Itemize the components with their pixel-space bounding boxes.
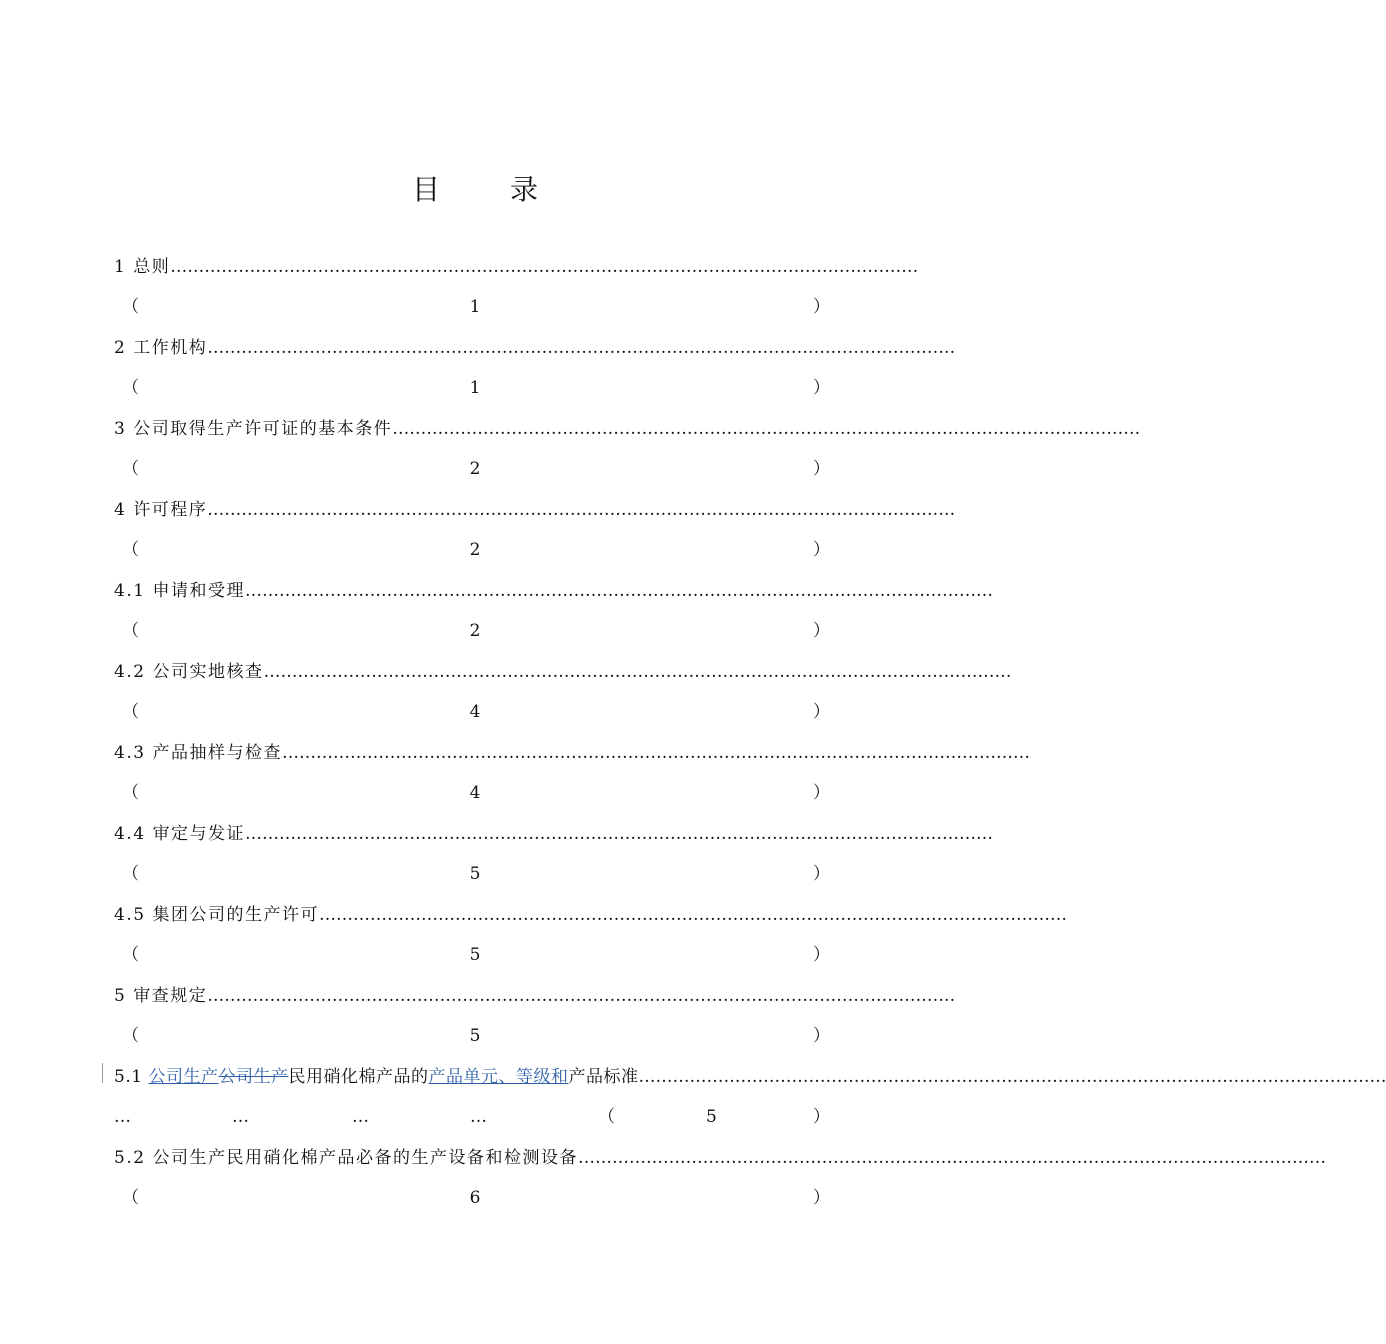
toc-entry-label: 4 许可程序 xyxy=(114,500,208,520)
toc-leader: …………………………………………………………………………………………………………………… xyxy=(281,743,1030,763)
toc-page-number: 4 xyxy=(469,702,481,722)
paren-close: ） xyxy=(813,1026,830,1046)
toc-leader-fragment: … xyxy=(232,1107,249,1127)
toc-entry[interactable] xyxy=(114,979,956,1060)
toc-entry[interactable] xyxy=(114,493,956,574)
title-char-2: 录 xyxy=(510,173,539,206)
paren-close: ） xyxy=(813,459,830,479)
toc-entry[interactable] xyxy=(114,817,993,898)
paren-open: （ xyxy=(122,783,139,803)
paren-open: （ xyxy=(122,864,139,884)
toc-page-number: 6 xyxy=(469,1188,481,1208)
toc-entry[interactable] xyxy=(114,898,1067,979)
toc-page-number: 5 xyxy=(469,1026,481,1046)
tracked-insertion: 公司生产 xyxy=(148,1067,219,1087)
paren-open: （ xyxy=(122,378,139,398)
paren-close: ） xyxy=(813,945,830,965)
toc-entry[interactable] xyxy=(114,574,993,655)
paren-open: （ xyxy=(122,459,139,479)
toc-leader: …………………………………………………………………………………………………………………… xyxy=(318,905,1067,925)
toc-leader-fragment: … xyxy=(470,1107,487,1127)
toc-page-number: 2 xyxy=(469,621,481,641)
paren-open: （ xyxy=(122,945,139,965)
table-of-contents xyxy=(114,250,1386,1222)
paren-close: ） xyxy=(813,1107,830,1127)
toc-entry-revised[interactable] xyxy=(114,1060,1386,1141)
toc-entry-label: 2 工作机构 xyxy=(114,338,208,358)
toc-entry[interactable] xyxy=(114,655,1012,736)
toc-leader: …………………………………………………………………………………………………………………… xyxy=(207,338,956,358)
toc-leader: …………………………………………………………………………………………………………………… xyxy=(244,581,993,601)
toc-leader: …………………………………………………………………………………………………………………… xyxy=(638,1067,1386,1087)
toc-leader: …………………………………………………………………………………………………………………… xyxy=(207,986,956,1006)
paren-close: ） xyxy=(813,864,830,884)
paren-close: ） xyxy=(813,783,830,803)
page-title xyxy=(0,168,950,208)
toc-page-number: 1 xyxy=(469,297,481,317)
toc-leader: …………………………………………………………………………………………………………………… xyxy=(207,500,956,520)
toc-leader-fragment: … xyxy=(352,1107,369,1127)
toc-entry[interactable] xyxy=(114,250,919,331)
toc-entry-text: 产品标准 xyxy=(568,1067,639,1087)
paren-open: （ xyxy=(598,1107,615,1127)
title-char-1: 目 xyxy=(411,173,440,206)
paren-open: （ xyxy=(122,1188,139,1208)
toc-entry[interactable] xyxy=(114,736,1030,817)
toc-entry-label: 5 审查规定 xyxy=(114,986,208,1006)
paren-close: ） xyxy=(813,1188,830,1208)
toc-entry-label: 4.5 集团公司的生产许可 xyxy=(114,905,319,925)
toc-leader: …………………………………………………………………………………………………………………… xyxy=(577,1148,1326,1168)
toc-entry-number: 5.1 xyxy=(114,1067,149,1087)
toc-leader: …………………………………………………………………………………………………………………… xyxy=(263,662,1012,682)
toc-entry-label: 1 总则 xyxy=(114,257,171,277)
paren-close: ） xyxy=(813,297,830,317)
toc-leader: …………………………………………………………………………………………………………………… xyxy=(392,419,1141,439)
toc-page-number: 2 xyxy=(469,459,481,479)
tracked-insertion: 产品单元、等级和 xyxy=(428,1067,569,1087)
toc-entry[interactable] xyxy=(114,1141,1326,1222)
toc-page-number: 5 xyxy=(469,945,481,965)
paren-close: ） xyxy=(813,378,830,398)
paren-open: （ xyxy=(122,702,139,722)
toc-entry[interactable] xyxy=(114,331,956,412)
paren-close: ） xyxy=(813,540,830,560)
toc-entry-label: 4.2 公司实地核查 xyxy=(114,662,264,682)
paren-open: （ xyxy=(122,621,139,641)
toc-entry-label: 5.2 公司生产民用硝化棉产品必备的生产设备和检测设备 xyxy=(114,1148,578,1168)
paren-open: （ xyxy=(122,1026,139,1046)
toc-page-number: 5 xyxy=(469,864,481,884)
toc-page-number: 4 xyxy=(469,783,481,803)
toc-page-number: 1 xyxy=(469,378,481,398)
toc-leader: …………………………………………………………………………………………………………………… xyxy=(170,257,919,277)
revision-bar xyxy=(102,1063,103,1083)
paren-open: （ xyxy=(122,297,139,317)
toc-entry-label: 4.3 产品抽样与检查 xyxy=(114,743,282,763)
toc-page-number: 5 xyxy=(706,1107,717,1127)
paren-close: ） xyxy=(813,621,830,641)
toc-entry-label: 3 公司取得生产许可证的基本条件 xyxy=(114,419,393,439)
paren-open: （ xyxy=(122,540,139,560)
toc-entry-label: 4.4 审定与发证 xyxy=(114,824,245,844)
toc-entry-label: 4.1 申请和受理 xyxy=(114,581,245,601)
toc-entry-text: 民用硝化棉产品的 xyxy=(288,1067,429,1087)
toc-entry[interactable] xyxy=(114,412,1141,493)
toc-leader: …………………………………………………………………………………………………………………… xyxy=(244,824,993,844)
paren-close: ） xyxy=(813,702,830,722)
toc-page-number: 2 xyxy=(469,540,481,560)
toc-leader-fragment: … xyxy=(114,1107,131,1127)
tracked-deletion: 公司生产 xyxy=(218,1067,289,1087)
